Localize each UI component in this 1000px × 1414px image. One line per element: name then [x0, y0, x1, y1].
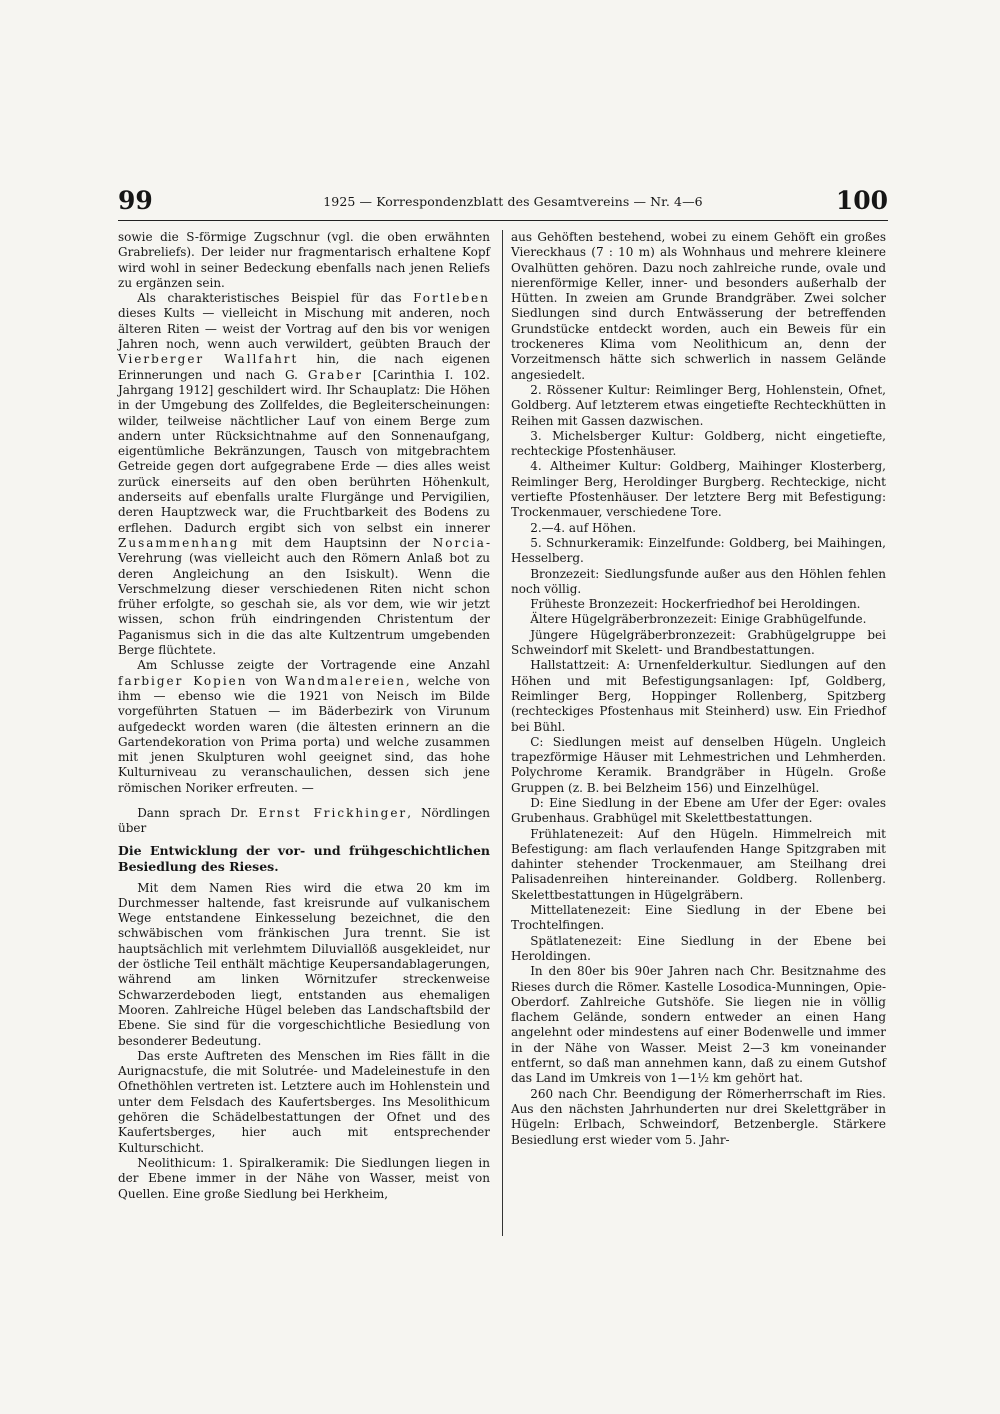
paragraph: sowie die S-förmige Zugschnur (vgl. die oben erwähnten Grabreliefs). Der leider nur fragmentarisch erhaltene Kopf wird wohl in seiner Bedeckung ebenfalls nach jenen Reliefs zu ergänzen sein. [118, 230, 490, 290]
paragraph: C: Siedlungen meist auf denselben Hügeln. Ungleich trapezförmige Häuser mit Lehmestrichen und Lehmherden. Polychrome Keramik. Brandgräber in Hügeln. Große Gruppen (z. B. bei Belzheim 156) und Einzelhügel. [511, 734, 886, 795]
spaced-emphasis: Zusammenhang [118, 535, 240, 550]
spaced-emphasis: Fortleben [413, 291, 490, 306]
right-column [511, 230, 886, 1148]
paragraph: Hallstattzeit: A: Urnenfelderkultur. Siedlungen auf den Höhen und mit Befestigungsanlagen: Ipf, Goldberg, Reimlinger Berg, Hoppinger Rollenberg, Spitzberg (rechteckiges Pfostenhaus mit Steinherd) usw. Ein Friedhof bei Bühl. [511, 658, 886, 734]
paragraph: Mittellatenezeit: Eine Siedlung in der Ebene bei Trochtelfingen. [511, 903, 886, 933]
paragraph: aus Gehöften bestehend, wobei zu einem Gehöft ein großes Viereckhaus (7 : 10 m) als Wohnhaus und mehrere kleinere Ovalhütten gehören. Dazu noch zahlreiche runde, ovale und nierenförmige Keller, inner- und besonders außerhalb der Hütten. In zweien am Grunde Brandgräber. Zwei solcher Siedlungen sind durch Entwässerung der betreffenden Grundstücke entdeckt worden, auch ein Beweis für ein trockeneres Klima vom Neolithicum an, denn der Vorzeitmensch hätte sich schwerlich in nassem Gelände angesiedelt. [511, 230, 886, 382]
paragraph: Bronzezeit: Siedlungsfunde außer aus den Höhlen fehlen noch völlig. [511, 566, 886, 596]
paragraph: 2. Rössener Kultur: Reimlinger Berg, Hohlenstein, Ofnet, Goldberg. Auf letzterem etwas eingetiefte Rechteckhütten in Reihen mit Gassen dazwischen. [511, 382, 886, 428]
paragraph: Früheste Bronzezeit: Hockerfriedhof bei Heroldingen. [530, 597, 861, 612]
section-heading: Die Entwicklung der vor- und frühgeschichtlichen Besiedlung des Rieses. [118, 842, 490, 874]
paragraph: Ältere Hügelgräberbronzezeit: Einige Grabhügelfunde. [530, 612, 867, 627]
running-title: 1925 — Korrespondenzblatt des Gesamtvereins — Nr. 4—6 [323, 194, 703, 209]
paragraph: Frühlatenezeit: Auf den Hügeln. Himmelreich mit Befestigung: am flach verlaufenden Hange Spitzgraben mit dahinter stehender Trockenmauer, am Steilhang drei Palisadenreihen hintereinander. Goldberg. Rollenberg. Skelettbestattungen in Hügelgräbern. [511, 826, 886, 902]
column-divider [502, 230, 503, 1236]
spaced-emphasis: farbiger Kopien [118, 673, 248, 688]
paragraph: Als charakteristisches Beispiel für das Fortleben dieses Kults — vielleicht in Mischung mit anderen, noch älteren Riten — weist der Vortrag auf den bis vor wenigen Jahren noch, wenn auch verwildert, geübten Brauch der Vierberger Wallfahrt hin, die nach eigenen Erinnerungen und nach G. Graber [Carinthia I. 102. Jahrgang 1912] geschildert wird. Ihr Schauplatz: Die Höhen in der Umgebung des Zollfeldes, die Begleiterscheinungen: wilder, teilweise nächtlicher Lauf von einem Berge zum andern unter Rücksichtnahme auf den Sonnenaufgang, eigentümliche Bekränzungen, Tausch von mitgebrachtem Getreide gegen dort aufgegrabene Erde — dies alles weist zurück einerseits auf den oben berührten Höhenkult, anderseits auf ebenfalls uralte Flurgänge und Pervigilien, deren Hauptzweck war, die Fruchtbarkeit des Bodens zu erflehen. Dadurch ergibt sich von selbst ein innerer Zusammenhang mit dem Hauptsinn der Norcia-Verehrung (was vielleicht auch den Römern Anlaß bot zu deren Angleichung an den Isiskult). Wenn die Verschmelzung dieser verschiedenen Riten nicht schon früher erfolgte, so geschah sie, als vor dem, wie wir jetzt wissen, schon früh eindringenden Christentum der Paganismus sich in die das alte Kultzentrum umgebenden Berge flüchtete. [118, 291, 490, 658]
spaced-emphasis: Graber [307, 367, 363, 382]
spaced-emphasis: Wandmalereien [285, 673, 406, 688]
page-header [118, 188, 888, 216]
paragraph: 4. Altheimer Kultur: Goldberg, Maihinger Klosterberg, Reimlinger Berg, Heroldinger Burgberg. Rechteckige, nicht vertiefte Pfostenhäuser. Der letztere Berg mit Befestigung: Trockenmauer, verschiedene Tore. [511, 459, 886, 520]
paragraph: In den 80er bis 90er Jahren nach Chr. Besitznahme des Rieses durch die Römer. Kastelle Losodica-Munningen, Opie-Oberdorf. Zahlreiche Gutshöfe. Sie liegen nie in völlig flachem Gelände, sondern entweder an einen Hang angelehnt oder mindestens auf einer Bodenwelle und immer in der Nähe von Wasser. Meist 2—3 km voneinander entfernt, so daß man annehmen kann, daß zu einem Gutshof das Land im Umkreis von 1—1½ km gehört hat. [511, 964, 886, 1086]
spacer [118, 796, 490, 806]
paragraph: 260 nach Chr. Beendigung der Römerherrschaft im Ries. Aus den nächsten Jahrhunderten nur drei Skelettgräber in Hügeln: Erlbach, Schweindorf, Betzenbergle. Stärkere Besiedlung erst wieder vom 5. Jahr- [511, 1086, 886, 1147]
paragraph: 3. Michelsberger Kultur: Goldberg, nicht eingetiefte, rechteckige Pfostenhäuser. [511, 428, 886, 459]
header-rule [118, 220, 888, 221]
paragraph: 5. Schnurkeramik: Einzelfunde: Goldberg, bei Maihingen, Hesselberg. [511, 535, 886, 566]
left-column [118, 230, 490, 1202]
page-number-left: 99 [118, 186, 153, 215]
paragraph: Neolithicum: 1. Spiralkeramik: Die Siedlungen liegen in der Ebene immer in der Nähe von Wasser, meist von Quellen. Eine große Siedlung bei Herkheim, [118, 1155, 490, 1201]
paragraph: D: Eine Siedlung in der Ebene am Ufer der Eger: ovales Grubenhaus. Grabhügel mit Skelettbestattungen. [511, 795, 886, 826]
paragraph: Spätlatenezeit: Eine Siedlung in der Ebene bei Heroldingen. [511, 933, 886, 963]
page-number-right: 100 [835, 186, 888, 215]
paragraph: Jüngere Hügelgräberbronzezeit: Grabhügelgruppe bei Schweindorf mit Skelett- und Brandbestattungen. [511, 627, 886, 658]
spaced-emphasis: Ernst Frickhinger [258, 805, 408, 820]
spaced-emphasis: Norcia [432, 535, 486, 550]
paragraph: Dann sprach Dr. Ernst Frickhinger, Nördlingen über [118, 805, 491, 836]
paragraph: Am Schlusse zeigte der Vortragende eine Anzahl farbiger Kopien von Wandmalereien, welche von ihm — ebenso wie die 1921 von Neisch im Bilde vorgeführten Statuen — im Bäderbezirk von Virunum aufgedeckt worden waren (die ältesten erinnern an die Gartendekoration von Prima porta) und welche zusammen mit jenen Skulpturen wohl geeignet sind, das hohe Kulturniveau zu veranschaulichen, dessen sich jene römischen Noriker erfreuten. — [118, 658, 491, 795]
paragraph: 2.—4. auf Höhen. [530, 520, 637, 535]
spaced-emphasis: Vierberger Wallfahrt [118, 352, 299, 367]
paragraph: Das erste Auftreten des Menschen im Ries fällt in die Aurignacstufe, die mit Solutrée- und Madeleinestufe in den Ofnethöhlen vertreten ist. Letztere auch im Hohlenstein und unter dem Felsdach des Kaufertsberges. Ins Mesolithicum gehören die Schädelbestattungen der Ofnet und des Kaufertsberges, hier auch mit entsprechender Kulturschicht. [118, 1048, 490, 1155]
paragraph: Mit dem Namen Ries wird die etwa 20 km im Durchmesser haltende, fast kreisrunde auf vulkanischem Wege entstandene Einkesselung bezeichnet, die den schwäbischen vom fränkischen Jura trennt. Sie ist hauptsächlich mit verlehmtem Diluviallöß ausgekleidet, nur der östliche Teil enthält mächtige Keupersandablagerungen, während am linken Wörnitzufer streckenweise Schwarzerdeboden liegt, entstanden aus ehemaligen Mooren. Zahlreiche Hügel beleben das Landschaftsbild der Ebene. Sie sind für die vorgeschichtliche Besiedlung von besonderer Bedeutung. [118, 880, 490, 1048]
